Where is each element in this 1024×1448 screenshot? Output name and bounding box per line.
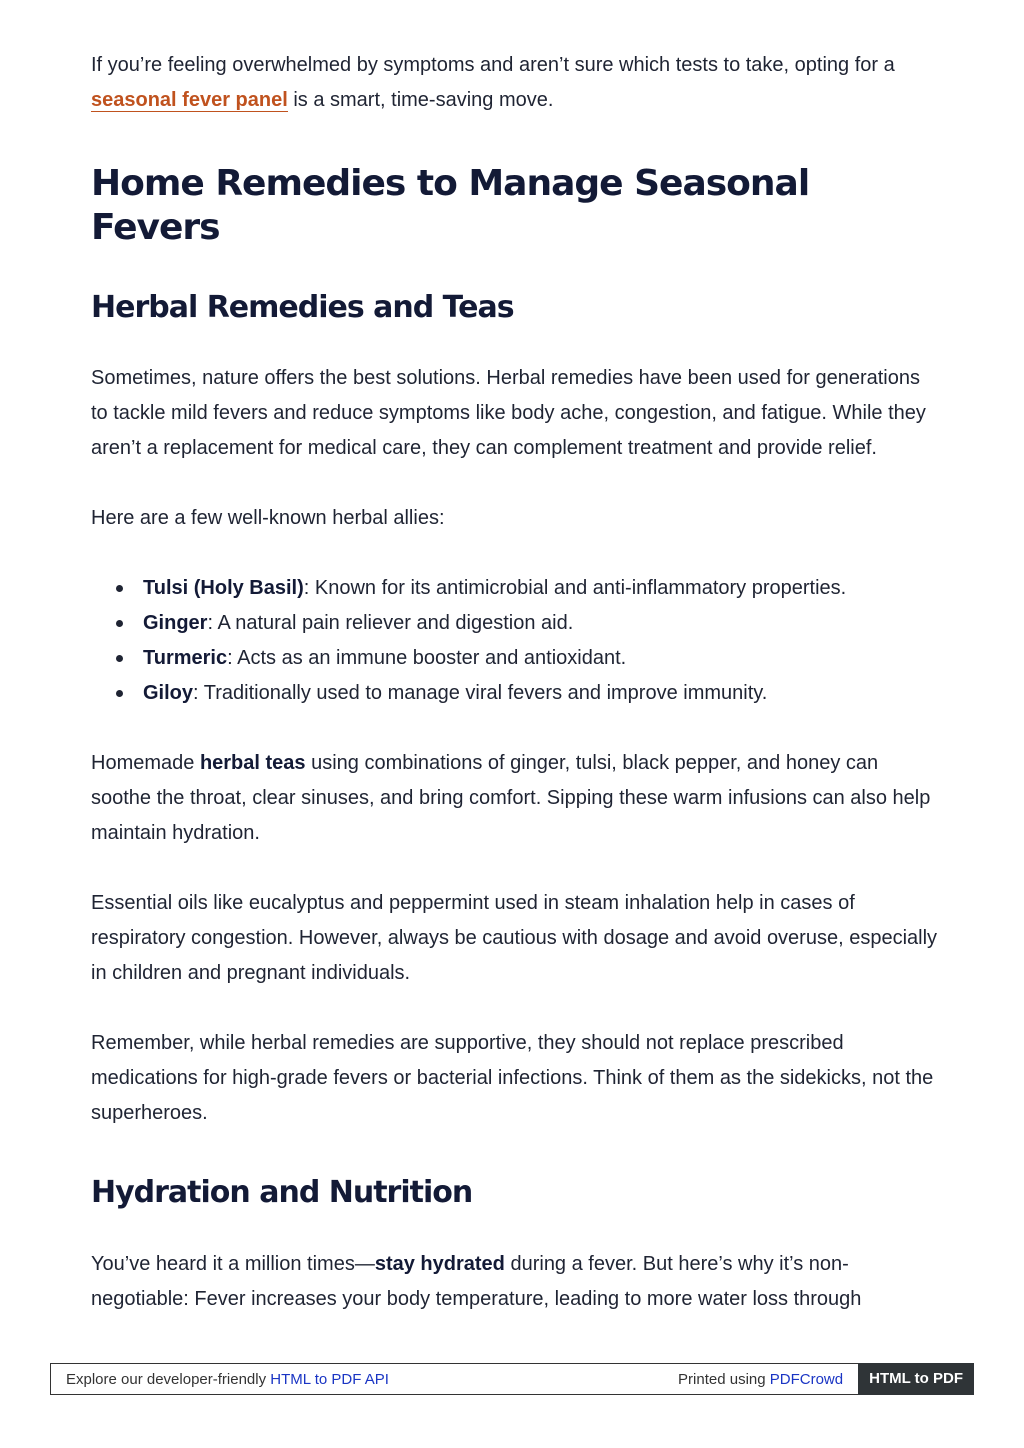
stay-hydrated-bold: stay hydrated [374, 1253, 505, 1275]
herbal-p3-start: Homemade [91, 752, 200, 774]
bullet-icon [116, 585, 123, 592]
footer-printed-text: Printed using [678, 1370, 770, 1388]
html-to-pdf-button[interactable]: HTML to PDF [858, 1363, 974, 1395]
footer-explore [51, 1371, 678, 1388]
herbal-paragraph-2: Here are a few well-known herbal allies: [91, 507, 445, 529]
herbal-paragraph-3 [91, 746, 941, 851]
hydration-paragraph-1 [91, 1247, 941, 1317]
list-item [91, 606, 941, 641]
pdfcrowd-link[interactable]: PDFCrowd [769, 1370, 844, 1388]
list-item-term: Tulsi (Holy Basil) [143, 577, 304, 599]
intro-paragraph [91, 48, 941, 118]
page-heading: Home Remedies to Manage Seasonal Fevers [91, 163, 810, 248]
list-item-desc: : Traditionally used to manage viral fevers and improve immunity. [193, 682, 768, 704]
list-item-desc: : A natural pain reliever and digestion aid. [207, 612, 574, 634]
seasonal-fever-panel-link[interactable]: seasonal fever panel [91, 89, 288, 111]
pdf-footer-bar [50, 1363, 974, 1395]
hydration-p1-start: You’ve heard it a million times— [91, 1253, 375, 1275]
list-item-desc: : Acts as an immune booster and antioxidant. [227, 647, 627, 669]
bullet-icon [116, 620, 123, 627]
section-heading-hydration: Hydration and Nutrition [91, 1175, 473, 1210]
intro-text-end: is a smart, time-saving move. [287, 89, 554, 111]
list-item-desc: : Known for its antimicrobial and anti-inflammatory properties. [303, 577, 847, 599]
list-item-term: Turmeric [143, 647, 228, 669]
herbal-teas-bold: herbal teas [199, 752, 306, 774]
list-item [91, 676, 941, 711]
list-item [91, 641, 941, 676]
bullet-icon [116, 690, 123, 697]
herbal-paragraph-4: Essential oils like eucalyptus and peppermint used in steam inhalation help in cases of respiratory congestion. However, always be cautious with dosage and avoid overuse, especially in children and pregnant individuals. [91, 892, 938, 984]
hydration-p1-end: during a fever. But here’s why it’s non-negotiable: Fever increases your body temperature, leading to more water loss through [91, 1253, 862, 1310]
document-page [91, 48, 941, 1317]
footer-explore-text: Explore our developer-friendly [66, 1370, 271, 1388]
list-item-term: Ginger [143, 612, 208, 634]
html-to-pdf-api-link[interactable]: HTML to PDF API [270, 1370, 389, 1388]
bullet-icon [116, 655, 123, 662]
herbal-list [91, 571, 941, 711]
footer-printed [678, 1371, 858, 1388]
list-item-term: Giloy [143, 682, 194, 704]
list-item [91, 571, 941, 606]
intro-text-start: If you’re feeling overwhelmed by symptoms and aren’t sure which tests to take, opting for a [91, 54, 895, 76]
herbal-paragraph-1: Sometimes, nature offers the best solutions. Herbal remedies have been used for generations to tackle mild fevers and reduce symptoms like body ache, congestion, and fatigue. While they aren’t a replacement for medical care, they can complement treatment and provide relief. [91, 367, 926, 459]
herbal-p3-end: using combinations of ginger, tulsi, black pepper, and honey can soothe the throat, clear sinuses, and bring comfort. Sipping these warm infusions can also help maintain hydration. [91, 752, 931, 844]
section-heading-herbal: Herbal Remedies and Teas [91, 290, 514, 325]
herbal-paragraph-5: Remember, while herbal remedies are supportive, they should not replace prescribed medications for high-grade fevers or bacterial infections. Think of them as the sidekicks, not the superheroes. [91, 1032, 934, 1124]
